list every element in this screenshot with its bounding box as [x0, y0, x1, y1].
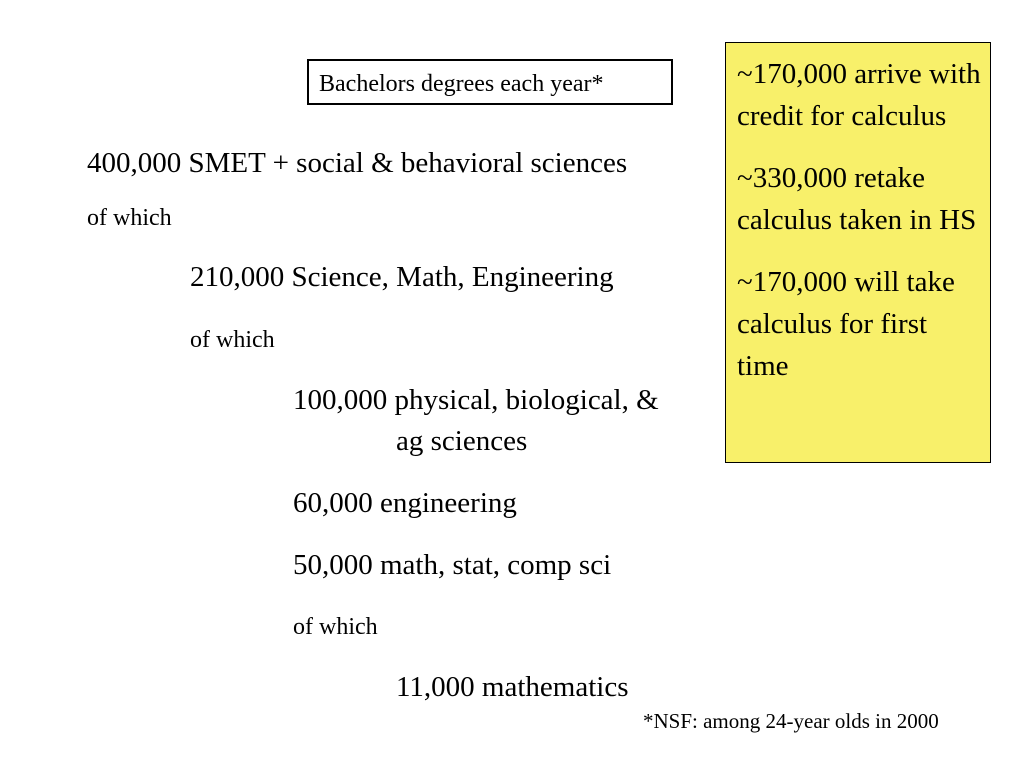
callout-item-credit: ~170,000 arrive with credit for calculus [737, 58, 981, 132]
calculus-callout-box [725, 42, 991, 463]
line-physical-biological: 100,000 physical, biological, & [293, 384, 659, 416]
line-science-math-engineering: 210,000 Science, Math, Engineering [190, 261, 614, 293]
line-mathematics: 11,000 mathematics [396, 671, 629, 703]
line-engineering: 60,000 engineering [293, 487, 517, 519]
callout-item-retake: ~330,000 retake calculus taken in HS [737, 162, 977, 236]
line-ag-sciences: ag sciences [396, 425, 528, 457]
of-which-label-1: of which [87, 205, 172, 231]
slide-title-box: Bachelors degrees each year* [307, 59, 673, 105]
footnote: *NSF: among 24-year olds in 2000 [643, 709, 939, 733]
of-which-label-2: of which [190, 327, 275, 353]
callout-item-first-time: ~170,000 will take calculus for first time [737, 266, 955, 382]
of-which-label-3: of which [293, 614, 378, 640]
line-smet-total: 400,000 SMET + social & behavioral sciences [87, 147, 628, 179]
line-math-stat-compsci: 50,000 math, stat, comp sci [293, 549, 612, 581]
